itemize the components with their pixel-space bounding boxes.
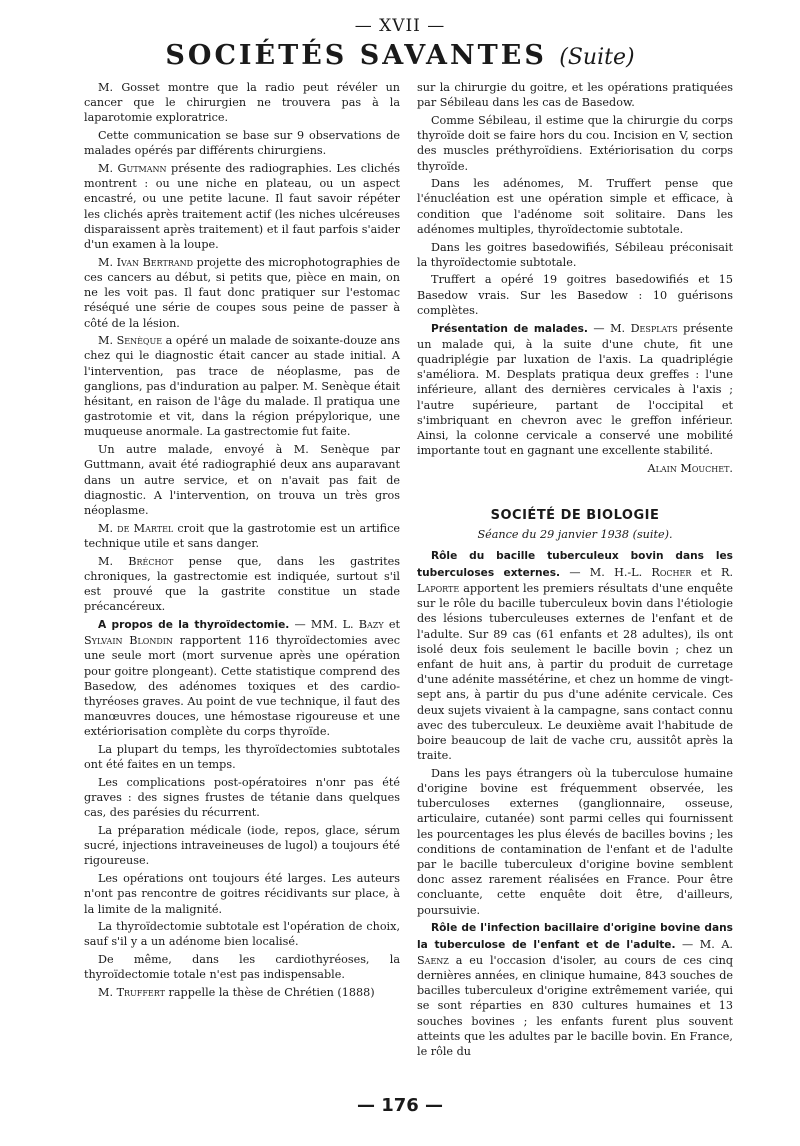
paragraph — [84, 521, 400, 551]
paragraph-text: — M. — [587, 321, 631, 335]
section-title: SOCIÉTÉ DE BIOLOGIE — [490, 508, 660, 524]
paragraph-text: présente des radiographies. Les clichés montrent : ou une niche en plateau, ou un aspect encastré, ou une petite lacune. Il faut savoir répéter les clichés après traitement actif (les niches ulcéreuses disparaissent après traitement) et il faut parfois s'aider d'un examen à la loupe. — [84, 162, 400, 252]
paragraph: La thyroïdectomie subtotale est l'opération de choix, sauf s'il y a un adénome bien localisé. — [84, 920, 400, 949]
author-name: Desplats — [630, 321, 678, 335]
paragraph — [84, 985, 400, 1000]
paragraph — [84, 554, 400, 615]
paragraph-text: — M. — [560, 565, 615, 579]
paragraph-text: a eu l'occasion d'isoler, au cours de ces cinq dernières années, en clinique humaine, 843 souches de bacilles tuberculeux d'origine extrêmement variée, qui se sont réparties en 830 cultures humaines et 13 souches bovines ; les enfants furent plus souvent atteints que les adultes par le bacille bovin. En France, le rôle du — [417, 953, 733, 1058]
paragraph-text: rapportent 116 thyroïdectomies avec une seule mort (mort survenue après une opération pour goitre plongeant). Cette statistique comprend des Basedow, des adénomes toxiques et des cardio-thyréoses graves. Au point de vue technique, il faut des manœuvres douces, une hémostase rigoureuse et une extériorisation complète du corps thyroïde. — [84, 634, 400, 739]
paragraph-text: et — [383, 617, 400, 631]
folio: — XVII — — [354, 16, 446, 36]
signature: Alain Mouchet. — [647, 461, 733, 475]
author-name: R. Laporte — [417, 565, 734, 595]
paragraph-text: rappelle la thèse de Chrétien (1888) — [164, 986, 375, 1000]
paragraph — [84, 161, 400, 252]
page-title — [0, 40, 800, 71]
author-name: M. Bréchot — [98, 554, 174, 568]
article-heading: Rôle de l'infection bacillaire d'origine bovine dans la tuberculose de l'enfant et de l'adulte. — [417, 922, 733, 951]
author-name: L. Bazy — [342, 617, 384, 631]
paragraph — [417, 321, 733, 459]
paragraph-text: présente un malade qui, à la suite d'une chute, fit une quadriplégie par luxation de l'axis. La quadriplégie s'améliora. M. Desplats pratiqua deux greffes : l'une inférieure, allant des dernières cervicales à l'axis ; l'autre supérieure, partant de l'occipital et s'imbriquant en chevron avec le greffon inférieur. Ainsi, la colonne cervicale a conservé une mobilité importante tout en gagnant une excellente stabilité. — [417, 321, 733, 458]
author-name: M. Truffert — [98, 986, 165, 1000]
paragraph: La préparation médicale (iode, repos, glace, sérum sucré, injections intraveineuses de lugol) a toujours été rigoureuse. — [84, 824, 400, 868]
paragraph-text: projette des microphotographies de ces cancers au début, si petits que, pièce en main, on ne les voit pas. Il faut donc pratiquer sur l'estomac réséqué une série de coupes sous peine de passer à côté de la lésion. — [84, 255, 400, 330]
paragraph: Les complications post-opératoires n'onr pas été graves : des signes frustes de tétanie dans quelques cas, des parésies du récurrent. — [84, 775, 400, 820]
page-number: — 176 — — [356, 1095, 444, 1116]
article-heading: A propos de la thyroïdectomie. — [98, 618, 290, 631]
paragraph: La plupart du temps, les thyroïdectomies subtotales ont été faites en un temps. — [84, 743, 400, 772]
article-heading: Rôle du bacille tuberculeux bovin dans les tuberculoses externes. — [417, 550, 733, 579]
paragraph: Dans les goitres basedowifiés, Sébileau préconisait la thyroïdectomie subtotale. — [417, 240, 733, 269]
paragraph: De même, dans les cardiothyréoses, la thyroïdectomie totale n'est pas indispensable. — [84, 953, 400, 982]
paragraph: Truffert a opéré 19 goitres basedowifiés et 15 Basedow vrais. Sur les Basedow : 10 guérisons complètes. — [417, 273, 733, 317]
author-name: H.-L. Rocher — [614, 565, 692, 579]
paragraph — [84, 333, 400, 439]
paragraph-text: — M. A. — [675, 937, 733, 951]
paragraph-text: apportent les premiers résultats d'une enquête sur le rôle du bacille tuberculeux bovin dans l'étiologie des lésions tuberculeuses externes de l'enfant et de l'adulte. Sur 89 cas (61 enfants et 28 adultes), ils ont isolé deux fois seulement le bacille bovin ; chez un enfant de huit ans, à partir du produit de curretage d'une adénite massétérine, et chez un homme de vingt-sept ans, à partir du pus d'une adénite cervicale. Ces deux sujets vivaient à la campagne, sans contact connu avec des tuberculeux. Le deuxième avait l'habitude de boire beaucoup de lait de vache cru, aussitôt après la traite. — [417, 581, 733, 763]
paragraph-text: a opéré un malade de soixante-douze ans chez qui le diagnostic était cancer au stade initial. A l'intervention, pas trace de néoplasme, pas de ganglions, pas d'induration au palper. M. Senèque était hésitant, en raison de l'âge du malade. Il pratiqua une gastrotomie et vit, dans la région prépylorique, une muqueuse anormale. La gastrectomie fut faite. — [84, 334, 400, 439]
paragraph — [84, 617, 400, 740]
paragraph — [417, 920, 733, 1059]
paragraph: Dans les adénomes, M. Truffert pense que l'énucléation est une opération simple et efficace, à condition que l'adénome soit solitaire. Dans les adénomes multiples, thyroïdectomie subtotale. — [417, 177, 733, 236]
paragraph: Les opérations ont toujours été larges. Les auteurs n'ont pas rencontre de goitres récidivants sur place, à la limite de la malignité. — [84, 872, 400, 916]
author-name: M. Senèque — [98, 334, 163, 348]
author-name: M. de Martel — [98, 521, 174, 535]
title-suffix: (Suite) — [559, 45, 635, 70]
paragraph: Dans les pays étrangers où la tuberculose humaine d'origine bovine est fréquemment observée, les tuberculoses externes (ganglionnaire, osseuse, articulaire, cutanée) sont parmi celles qui fournissent les pourcentages les plus élevés de bacilles bovins ; les conditions de contamination de l'enfant et de l'adulte par le bacille tuberculeux d'origine bovine semblent donc assez rarement réalisées en France. Pour être concluante, cette enquête doit être, d'ailleurs, poursuivie. — [417, 766, 733, 917]
paragraph — [84, 255, 400, 331]
paragraph-text: — MM. — [289, 617, 343, 631]
paragraph-text: pense que, dans les gastrites chroniques, la gastrectomie est indiquée, surtout s'il est prouvé que la gastrite constitue un stade précancéreux. — [84, 554, 400, 614]
author-name: M. Gutmann — [98, 162, 167, 176]
paragraph: M. Gosset montre que la radio peut révéler un cancer que le chirurgien ne trouvera pas à la laparotomie exploratrice. — [84, 81, 400, 125]
author-name: M. Ivan Bertrand — [98, 255, 194, 269]
article-heading: Présentation de malades. — [431, 322, 588, 335]
left-column — [84, 80, 400, 1003]
session-date: Séance du 29 janvier 1938 (suite). — [477, 528, 673, 542]
author-name: Sylvain Blondin — [84, 634, 173, 648]
paragraph: sur la chirurgie du goitre, et les opérations pratiquées par Sébileau dans les cas de Basedow. — [417, 81, 733, 110]
right-column — [417, 80, 733, 1062]
paragraph: Comme Sébileau, il estime que la chirurgie du corps thyroïde doit se faire hors du cou. Incision en V, section des muscles préthyroïdiens. Extériorisation du corps thyroïde. — [417, 113, 733, 173]
paragraph: Cette communication se base sur 9 observations de malades opérés par différents chirurgiens. — [84, 129, 400, 158]
paragraph — [417, 548, 733, 763]
paragraph-text: croit que la gastrotomie est un artifice technique utile et sans danger. — [84, 521, 400, 550]
author-name: Saenz — [417, 953, 449, 967]
paragraph-text: et — [691, 565, 722, 579]
paragraph: Un autre malade, envoyé à M. Senèque par Guttmann, avait été radiographié deux ans auparavant dans un autre service, et on n'avait pas fait de diagnostic. A l'intervention, on trouva un très gros néoplasme. — [84, 443, 400, 517]
title-main: SOCIÉTÉS SAVANTES — [165, 40, 547, 71]
